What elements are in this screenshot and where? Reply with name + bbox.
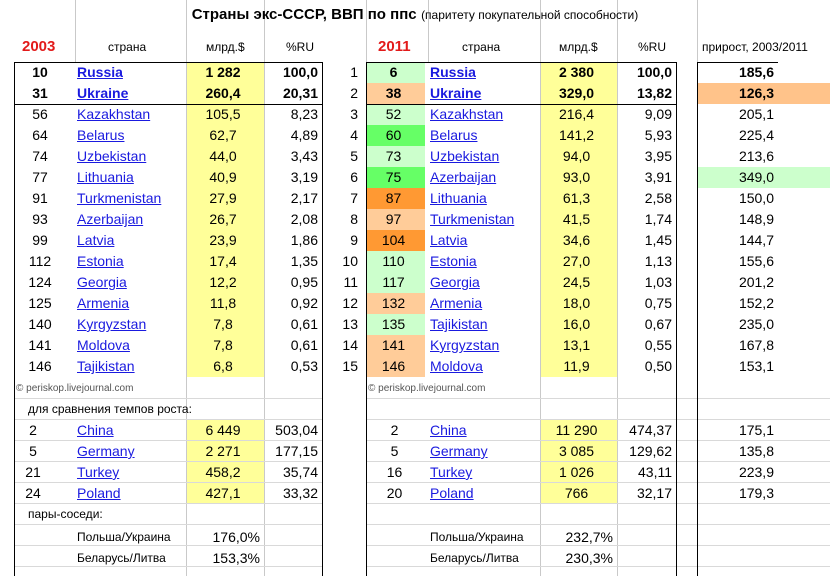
gdp-2011: 11 290 [555, 422, 598, 438]
gdp-2011: 13,1 [562, 337, 591, 353]
header-pct-2011: %RU [638, 40, 667, 54]
gdp-2011: 11,9 [563, 358, 590, 374]
gdp-2011: 27,0 [562, 253, 591, 269]
growth-value: 148,9 [738, 211, 774, 227]
row-index: 13 [342, 316, 358, 332]
pct-2003: 0,61 [290, 337, 318, 353]
rank-2003: 64 [32, 127, 48, 143]
gdp-2011: 1 026 [558, 464, 595, 480]
rank-2011: 97 [385, 211, 402, 227]
row-index: 10 [342, 253, 358, 269]
growth-value: 126,3 [738, 85, 774, 101]
pct-2011: 13,82 [636, 85, 672, 101]
row-index: 2 [350, 85, 358, 101]
pct-2003: 4,89 [290, 127, 318, 143]
rank-2003: 124 [28, 274, 52, 290]
pair-name: Польша/Украина [77, 530, 171, 544]
header-country-2011: страна [462, 40, 501, 54]
title-main: Страны экс-СССР, ВВП по ппс [191, 6, 417, 23]
row-index: 4 [350, 127, 358, 143]
pct-2003: 2,08 [290, 211, 318, 227]
row-index: 7 [350, 190, 358, 206]
gdp-2003: 6,8 [213, 358, 233, 374]
row-index: 15 [342, 358, 358, 374]
rank-2011: 132 [381, 295, 406, 311]
growth-value: 150,0 [738, 190, 774, 206]
row-index: 14 [342, 337, 358, 353]
country-link[interactable]: Lithuania [430, 190, 487, 206]
country-link[interactable]: Estonia [77, 253, 124, 269]
row-index: 9 [350, 232, 358, 248]
rank-2003: 125 [28, 295, 52, 311]
rank-2011: 16 [386, 464, 403, 480]
gdp-2011: 3 085 [558, 443, 595, 459]
header-pct-2003: %RU [286, 40, 315, 54]
pct-2011: 0,55 [644, 337, 672, 353]
rank-2011: 110 [382, 253, 405, 269]
country-link[interactable]: Turkmenistan [430, 211, 515, 227]
growth-value: 205,1 [738, 106, 774, 122]
gdp-2011: 216,4 [558, 106, 595, 122]
pct-2011: 129,62 [629, 443, 672, 459]
growth-value: 175,1 [738, 422, 774, 438]
country-link[interactable]: Latvia [77, 232, 115, 248]
country-link[interactable]: Tajikistan [430, 316, 488, 332]
pct-2003: 35,74 [282, 464, 318, 480]
rank-2003: 74 [32, 148, 48, 164]
country-link[interactable]: Uzbekistan [77, 148, 147, 164]
pct-2003: 503,04 [275, 422, 318, 438]
gdp-2003: 427,1 [205, 485, 241, 501]
pct-2011: 9,09 [644, 106, 672, 122]
rank-2003: 31 [32, 85, 48, 101]
gdp-2003: 2 271 [205, 443, 241, 459]
country-link[interactable]: Poland [430, 485, 474, 501]
country-link[interactable]: Kyrgyzstan [77, 316, 147, 332]
country-link[interactable]: Lithuania [77, 169, 134, 185]
gdp-2003: 44,0 [209, 148, 237, 164]
country-link[interactable]: China [430, 422, 467, 438]
title-sub: (паритету покупательной способности) [421, 8, 639, 22]
rank-2011: 146 [381, 358, 406, 374]
gdp-2003: 6 449 [205, 422, 241, 438]
rank-2003: 56 [32, 106, 48, 122]
country-link[interactable]: Armenia [430, 295, 483, 311]
pct-2011: 1,03 [644, 274, 672, 290]
pairs-section-label: пары-соседи: [28, 507, 103, 521]
gdp-2003: 260,4 [205, 85, 241, 101]
growth-value: 223,9 [738, 464, 774, 480]
country-link[interactable]: Ukraine [77, 85, 129, 101]
country-link[interactable]: Turkmenistan [77, 190, 162, 206]
rank-2003: 10 [32, 64, 48, 80]
pct-2011: 3,91 [644, 169, 672, 185]
country-link[interactable]: Tajikistan [77, 358, 135, 374]
rank-2003: 21 [25, 464, 41, 480]
year-2011: 2011 [378, 38, 411, 55]
rank-2003: 93 [32, 211, 48, 227]
country-link[interactable]: Belarus [430, 127, 478, 143]
row-index: 6 [350, 169, 358, 185]
pair-value: 230,3% [565, 550, 613, 566]
pct-2003: 2,17 [290, 190, 318, 206]
pair-name: Беларусь/Литва [77, 551, 166, 565]
gdp-2011: 41,5 [562, 211, 591, 227]
pct-2003: 1,86 [290, 232, 318, 248]
gdp-2011: 2 380 [558, 64, 595, 80]
gdp-2011: 93,0 [562, 169, 591, 185]
gdp-2011: 34,6 [562, 232, 591, 248]
gdp-2011: 766 [564, 485, 589, 501]
growth-value: 144,7 [738, 232, 774, 248]
rank-2011: 104 [381, 232, 406, 248]
rank-2003: 5 [29, 443, 37, 459]
rank-2011: 73 [385, 148, 402, 164]
pct-2003: 100,0 [282, 64, 318, 80]
country-link[interactable]: Ukraine [430, 85, 482, 101]
rank-2003: 146 [28, 358, 52, 374]
gdp-2003: 12,2 [209, 274, 237, 290]
gdp-2003: 40,9 [209, 169, 237, 185]
rank-2003: 2 [29, 422, 37, 438]
country-link[interactable]: Kyrgyzstan [430, 337, 500, 353]
growth-value: 167,8 [738, 337, 774, 353]
growth-value: 213,6 [738, 148, 774, 164]
growth-value: 152,2 [738, 295, 774, 311]
growth-value: 225,4 [738, 127, 774, 143]
gdp-2011: 24,5 [562, 274, 591, 290]
gdp-2003: 62,7 [209, 127, 237, 143]
growth-value: 201,2 [738, 274, 774, 290]
pct-2003: 3,43 [290, 148, 318, 164]
pair-value: 232,7% [565, 529, 613, 545]
country-link[interactable]: Georgia [430, 274, 480, 290]
growth-value: 179,3 [738, 485, 774, 501]
pct-2003: 8,23 [290, 106, 318, 122]
rank-2011: 141 [381, 337, 406, 353]
gdp-2003: 105,5 [205, 106, 241, 122]
rank-2003: 99 [32, 232, 48, 248]
grid-row-line [366, 524, 830, 525]
pair-value: 176,0% [212, 529, 260, 545]
header-growth: прирост, 2003/2011 [702, 40, 808, 54]
pct-2003: 3,19 [290, 169, 318, 185]
country-link[interactable]: Moldova [77, 337, 130, 353]
header-country-2003: страна [108, 40, 147, 54]
country-link[interactable]: Russia [430, 64, 476, 80]
gdp-2003: 11,8 [209, 295, 237, 311]
rank-2011: 87 [385, 190, 402, 206]
pair-name: Беларусь/Литва [430, 551, 519, 565]
pct-2003: 20,31 [282, 85, 318, 101]
row-index: 8 [350, 211, 358, 227]
pct-2011: 0,75 [644, 295, 672, 311]
country-link[interactable]: Latvia [430, 232, 468, 248]
country-link[interactable]: Kazakhstan [77, 106, 151, 122]
rank-2003: 140 [28, 316, 52, 332]
country-link[interactable]: Uzbekistan [430, 148, 500, 164]
row-index: 11 [343, 274, 358, 290]
country-link[interactable]: Turkey [430, 464, 473, 480]
growth-value: 235,0 [738, 316, 774, 332]
sheet-title [0, 6, 830, 24]
country-link[interactable]: Germany [430, 443, 488, 459]
rank-2011: 75 [385, 169, 402, 185]
gdp-2011: 329,0 [558, 85, 595, 101]
pct-2011: 1,13 [644, 253, 672, 269]
rank-2011: 117 [382, 274, 405, 290]
pct-2011: 5,93 [644, 127, 672, 143]
pct-2003: 0,53 [290, 358, 318, 374]
gdp-2003: 458,2 [205, 464, 241, 480]
pair-name: Польша/Украина [430, 530, 524, 544]
header-gdp-2011: млрд.$ [559, 40, 598, 54]
gdp-2003: 26,7 [209, 211, 237, 227]
gdp-2011: 18,0 [562, 295, 591, 311]
rank-2003: 91 [32, 190, 48, 206]
pct-2011: 0,50 [644, 358, 672, 374]
rank-2011: 52 [385, 106, 402, 122]
country-link[interactable]: Belarus [77, 127, 125, 143]
rank-2011: 5 [390, 443, 399, 459]
header-gdp-2003: млрд.$ [206, 40, 245, 54]
country-link[interactable]: Kazakhstan [430, 106, 504, 122]
gdp-2003: 27,9 [209, 190, 237, 206]
growth-value: 185,6 [738, 64, 774, 80]
gdp-2003: 7,8 [213, 337, 233, 353]
table-border-right-2011 [676, 62, 677, 576]
pair-value: 153,3% [212, 550, 260, 566]
watermark: © periskop.livejournal.com [16, 383, 134, 394]
gdp-2003: 1 282 [205, 64, 241, 80]
pct-2011: 1,74 [644, 211, 672, 227]
rank-2003: 141 [28, 337, 52, 353]
rank-2011: 60 [385, 127, 402, 143]
pct-2011: 43,11 [638, 464, 672, 480]
country-link[interactable]: Russia [77, 64, 123, 80]
row-index: 1 [350, 64, 358, 80]
pct-2011: 32,17 [636, 485, 672, 501]
rank-2011: 38 [385, 85, 402, 101]
country-link[interactable]: Azerbaijan [430, 169, 497, 185]
rank-2011: 6 [389, 64, 398, 80]
rank-2003: 77 [32, 169, 48, 185]
pct-2003: 1,35 [290, 253, 318, 269]
compare-section-label: для сравнения темпов роста: [28, 402, 192, 416]
pct-2011: 100,0 [636, 64, 672, 80]
pct-2011: 1,45 [644, 232, 672, 248]
gdp-2011: 61,3 [562, 190, 591, 206]
growth-value: 135,8 [738, 443, 774, 459]
country-link[interactable]: Georgia [77, 274, 127, 290]
country-link[interactable]: China [77, 422, 114, 438]
country-link[interactable]: Azerbaijan [77, 211, 144, 227]
pct-2003: 33,32 [282, 485, 318, 501]
pct-2003: 0,95 [290, 274, 318, 290]
pct-2011: 2,58 [644, 190, 672, 206]
pct-2011: 474,37 [629, 422, 672, 438]
rank-2011: 135 [381, 316, 406, 332]
gdp-2003: 17,4 [209, 253, 237, 269]
gdp-2011: 94,0 [562, 148, 591, 164]
rank-2003: 112 [28, 253, 52, 269]
gdp-2003: 23,9 [209, 232, 237, 248]
country-link[interactable]: Moldova [430, 358, 483, 374]
growth-value: 155,6 [738, 253, 774, 269]
gdp-2011: 141,2 [558, 127, 595, 143]
pct-2011: 0,67 [644, 316, 672, 332]
row-index: 3 [350, 106, 358, 122]
rank-2011: 2 [390, 422, 399, 438]
growth-value: 349,0 [738, 169, 774, 185]
country-link[interactable]: Estonia [430, 253, 477, 269]
year-2003: 2003 [22, 38, 56, 55]
pct-2003: 0,92 [290, 295, 318, 311]
rank-2003: 24 [25, 485, 41, 501]
country-link[interactable]: Germany [77, 443, 135, 459]
watermark: © periskop.livejournal.com [368, 383, 486, 394]
row-index: 5 [350, 148, 358, 164]
country-link[interactable]: Armenia [77, 295, 130, 311]
row-index: 12 [342, 295, 358, 311]
growth-value: 153,1 [738, 358, 774, 374]
country-link[interactable]: Poland [77, 485, 121, 501]
country-link[interactable]: Turkey [77, 464, 120, 480]
pct-2011: 3,95 [644, 148, 672, 164]
pct-2003: 0,61 [290, 316, 318, 332]
gdp-2011: 16,0 [562, 316, 591, 332]
rank-2011: 20 [386, 485, 403, 501]
gdp-2003: 7,8 [213, 316, 233, 332]
pct-2003: 177,15 [275, 443, 318, 459]
